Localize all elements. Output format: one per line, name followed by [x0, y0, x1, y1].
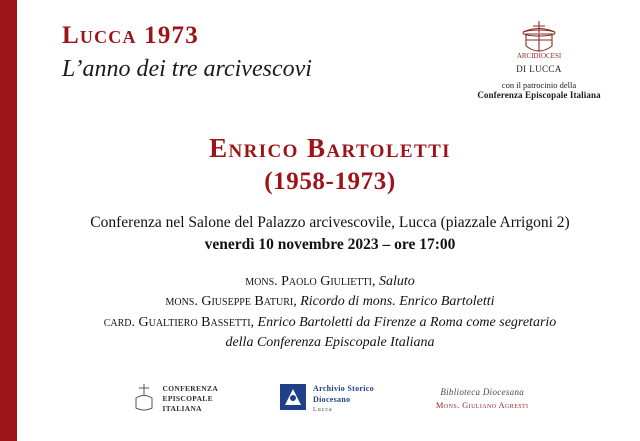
- svg-text:ARCIDIOCESI: ARCIDIOCESI: [516, 52, 562, 60]
- cei-line-1: CONFERENZA: [162, 383, 219, 393]
- speaker-role: Ricordo di mons. Enrico Bartoletti: [300, 294, 495, 310]
- title-block: [62, 22, 392, 83]
- speaker-name: card. Gualtiero Bassetti,: [103, 314, 255, 330]
- speaker-role: Enrico Bartoletti da Firenze a Roma come segretario: [257, 314, 557, 330]
- patronage-line: con il patrocinio della: [501, 79, 577, 90]
- list-item: [20, 292, 640, 312]
- diocese-logo-block: [464, 18, 614, 100]
- speaker-role: Saluto: [378, 274, 415, 289]
- archive-line-1: Archivio Storico: [313, 384, 374, 394]
- speaker-role-continuation: della Conferenza Episcopale Italiana: [225, 334, 435, 350]
- list-item: [20, 272, 640, 292]
- speaker-name: mons. Giuseppe Baturi,: [165, 294, 297, 310]
- speaker-name: mons. Paolo Giulietti,: [245, 274, 376, 289]
- biblioteca-diocesana-logo: [436, 386, 529, 412]
- list-item: [20, 313, 640, 333]
- page-subtitle: L’anno dei tre arcivescovi: [62, 55, 312, 82]
- datetime-line: venerdì 10 novembre 2023 – ore 17:00: [204, 236, 456, 253]
- page-title: Lucca 1973: [62, 22, 199, 49]
- venue-line: Conferenza nel Salone del Palazzo arcivescovile, Lucca (piazzale Arrigoni 2): [90, 214, 570, 231]
- patronage-organization: Conferenza Episcopale Italiana: [477, 90, 601, 101]
- speakers-list: [20, 272, 640, 353]
- biblioteca-line-2: Mons. Giuliano Agresti: [435, 400, 529, 411]
- biblioteca-line-1: Biblioteca Diocesana: [440, 387, 525, 398]
- archive-line-2: Diocesano: [313, 394, 351, 404]
- left-red-band: [0, 0, 17, 441]
- cei-emblem-icon: [132, 382, 156, 417]
- cei-line-2: EPISCOPALE: [162, 393, 213, 403]
- archivio-storico-diocesano-logo: [280, 384, 374, 415]
- biblioteca-logo-text: [436, 386, 529, 412]
- archive-logo-text: [313, 384, 374, 414]
- honoree-years: (1958-1973): [264, 168, 396, 195]
- arcidiocesi-crest-icon: [464, 18, 614, 62]
- honoree-name: Enrico Bartoletti: [209, 133, 451, 163]
- cei-line-3: ITALIANA: [162, 404, 202, 414]
- crest-subtitle: DI LUCCA: [516, 64, 562, 74]
- archive-mark-icon: [280, 384, 306, 415]
- archive-line-3: Lucca: [313, 406, 333, 413]
- footer-logos: [20, 371, 640, 427]
- cei-logo: [132, 382, 219, 417]
- cei-logo-text: [163, 384, 219, 414]
